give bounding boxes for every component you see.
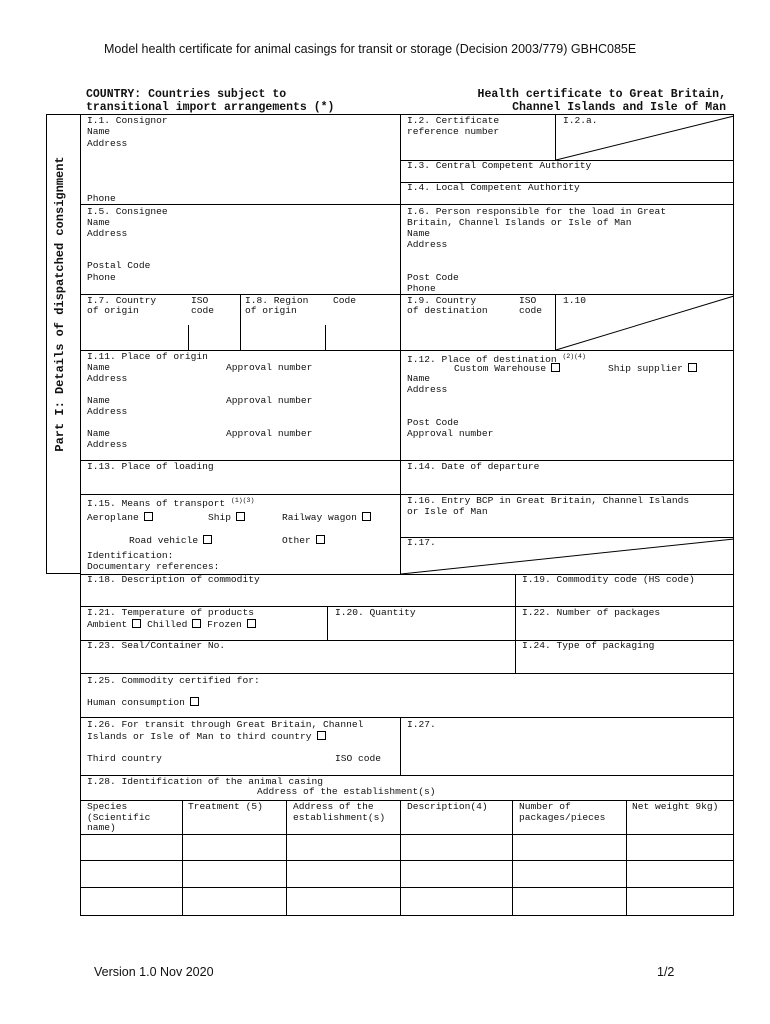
field-i16-label: I.16. Entry BCP in Great Britain, Channel Islands: [407, 495, 690, 506]
other-checkbox[interactable]: [316, 535, 325, 544]
field-i6-name: Name: [407, 228, 431, 239]
field-i12-label: I.12. Place of destination $^{(2)(4)}$: [407, 353, 586, 365]
chilled-label: Chilled: [147, 619, 188, 630]
field-i5-label: I.5. Consignee: [87, 206, 168, 217]
field-i15-label: I.15. Means of transport $^{(1)(3)}$: [87, 497, 255, 509]
column-header-species: Species (Scientific name): [87, 801, 151, 833]
column-header-description: Description(4): [407, 801, 488, 812]
field-i6-phone: Phone: [407, 283, 436, 294]
field-i12-name: Name: [407, 373, 431, 384]
field-i25-label: I.25. Commodity certified for:: [87, 675, 260, 686]
chilled-checkbox[interactable]: [192, 619, 201, 628]
railway-wagon-option[interactable]: Railway wagon: [282, 512, 371, 524]
road-vehicle-option[interactable]: Road vehicle: [129, 535, 212, 547]
field-i5-postal: Postal Code: [87, 260, 151, 271]
field-i12-address: Address: [407, 384, 448, 395]
field-i9-code: code: [519, 305, 543, 316]
field-i12-post: Post Code: [407, 417, 459, 428]
ship-supplier-checkbox[interactable]: [688, 363, 697, 372]
field-i5-address: Address: [87, 228, 128, 239]
field-i8-code: Code: [333, 295, 357, 306]
field-i7-code: code: [191, 305, 215, 316]
field-i11-name-1: Name: [87, 362, 111, 373]
column-header-treatment: Treatment (5): [188, 801, 263, 812]
footer-page-number: 1/2: [657, 965, 675, 979]
third-country-transit-checkbox[interactable]: [317, 731, 326, 740]
frozen-checkbox[interactable]: [247, 619, 256, 628]
country-line-2: transitional import arrangements (*): [86, 101, 335, 114]
other-option[interactable]: Other: [282, 535, 325, 547]
field-i6-label-b: Britain, Channel Islands or Isle of Man: [407, 217, 632, 228]
field-i4-label: I.4. Local Competent Authority: [407, 182, 580, 193]
field-i11-address-1: Address: [87, 373, 128, 384]
road-vehicle-checkbox[interactable]: [203, 535, 212, 544]
field-i1-label: I.1. Consignor: [87, 115, 168, 126]
field-i20-label: I.20. Quantity: [335, 607, 416, 618]
field-i7-label-b: of origin: [87, 305, 139, 316]
field-i2-label: I.2. Certificate: [407, 115, 500, 126]
field-i26-third: Third country: [87, 753, 162, 764]
column-header-address: Address of the establishment(s): [293, 801, 386, 823]
field-i8-label-b: of origin: [245, 305, 297, 316]
field-i13-label: I.13. Place of loading: [87, 461, 214, 472]
table-row[interactable]: [81, 861, 733, 886]
ambient-checkbox[interactable]: [132, 619, 141, 628]
field-i11-approval-2: Approval number: [226, 395, 313, 406]
field-i1-address: Address: [87, 138, 128, 149]
field-i9-iso: ISO: [519, 295, 537, 306]
table-row[interactable]: [81, 888, 733, 915]
temperature-options: [87, 619, 256, 631]
field-i23-label: I.23. Seal/Container No.: [87, 640, 226, 651]
field-i1-name: Name: [87, 126, 111, 137]
field-i11-name-3: Name: [87, 428, 111, 439]
field-i11-approval-3: Approval number: [226, 428, 313, 439]
ship-checkbox[interactable]: [236, 512, 245, 521]
field-i28-label-b: Address of the establishment(s): [257, 786, 436, 797]
part-label: Part I: Details of dispatched consignment: [53, 156, 67, 452]
field-i18-label: I.18. Description of commodity: [87, 574, 260, 585]
third-country-transit-option[interactable]: Islands or Isle of Man to third country: [87, 731, 326, 743]
country-line-1: COUNTRY: Countries subject to: [86, 88, 287, 101]
field-i8-label: I.8. Region: [245, 295, 309, 306]
custom-warehouse-checkbox[interactable]: [551, 363, 560, 372]
field-i26-iso: ISO code: [335, 753, 382, 764]
field-i11-address-3: Address: [87, 439, 128, 450]
field-i10-label: 1.10: [563, 295, 587, 306]
field-i11-address-2: Address: [87, 406, 128, 417]
human-consumption-checkbox[interactable]: [190, 697, 199, 706]
column-header-packages: Number of packages/pieces: [519, 801, 606, 823]
column-header-net-weight: Net weight 9kg): [632, 801, 719, 812]
field-i26-label: I.26. For transit through Great Britain, Channel: [87, 719, 364, 730]
field-i27-label: I.27.: [407, 719, 436, 730]
cert-line-2: Channel Islands and Isle of Man: [512, 101, 726, 114]
field-i11-approval-1: Approval number: [226, 362, 313, 373]
field-i6-post: Post Code: [407, 272, 459, 283]
document-title: Model health certificate for animal casings for transit or storage (Decision 2003/779) GBHC085E: [104, 42, 637, 56]
field-i17-label: I.17.: [407, 537, 436, 548]
field-i19-label: I.19. Commodity code (HS code): [522, 574, 695, 585]
field-i7-label: I.7. Country: [87, 295, 157, 306]
field-i16-label-b: or Isle of Man: [407, 506, 488, 517]
field-i11-name-2: Name: [87, 395, 111, 406]
table-row[interactable]: [81, 835, 733, 859]
field-i21-label: I.21. Temperature of products: [87, 607, 254, 618]
frozen-label: Frozen: [207, 619, 242, 630]
ship-supplier-option[interactable]: Ship supplier: [608, 363, 697, 375]
railway-wagon-checkbox[interactable]: [362, 512, 371, 521]
field-i12-approval: Approval number: [407, 428, 494, 439]
aeroplane-checkbox[interactable]: [144, 512, 153, 521]
field-i28-label: I.28. Identification of the animal casing: [87, 776, 324, 787]
field-i6-label: I.6. Person responsible for the load in Great: [407, 206, 667, 217]
cert-line-1: Health certificate to Great Britain,: [477, 88, 726, 101]
field-i11-label: I.11. Place of origin: [87, 351, 208, 362]
field-i2-label-b: reference number: [407, 126, 500, 137]
field-i14-label: I.14. Date of departure: [407, 461, 540, 472]
field-i5-phone: Phone: [87, 272, 116, 283]
field-i2a-label: I.2.a.: [563, 115, 598, 126]
custom-warehouse-option[interactable]: Custom Warehouse: [454, 363, 560, 375]
footer-version: Version 1.0 Nov 2020: [94, 965, 214, 979]
ship-option[interactable]: Ship: [208, 512, 245, 524]
ambient-label: Ambient: [87, 619, 128, 630]
field-i5-name: Name: [87, 217, 111, 228]
field-i6-address: Address: [407, 239, 448, 250]
field-i9-label-b: of destination: [407, 305, 488, 316]
field-i1-phone: Phone: [87, 193, 116, 204]
field-i3-label: I.3. Central Competent Authority: [407, 160, 592, 171]
field-i15-identification: Identification:: [87, 550, 174, 561]
field-i15-documents: Documentary references:: [87, 561, 220, 572]
field-i22-label: I.22. Number of packages: [522, 607, 661, 618]
field-i24-label: I.24. Type of packaging: [522, 640, 655, 651]
aeroplane-option[interactable]: Aeroplane: [87, 512, 153, 524]
field-i9-label: I.9. Country: [407, 295, 477, 306]
human-consumption-option[interactable]: Human consumption: [87, 697, 199, 709]
field-i7-iso: ISO: [191, 295, 209, 306]
